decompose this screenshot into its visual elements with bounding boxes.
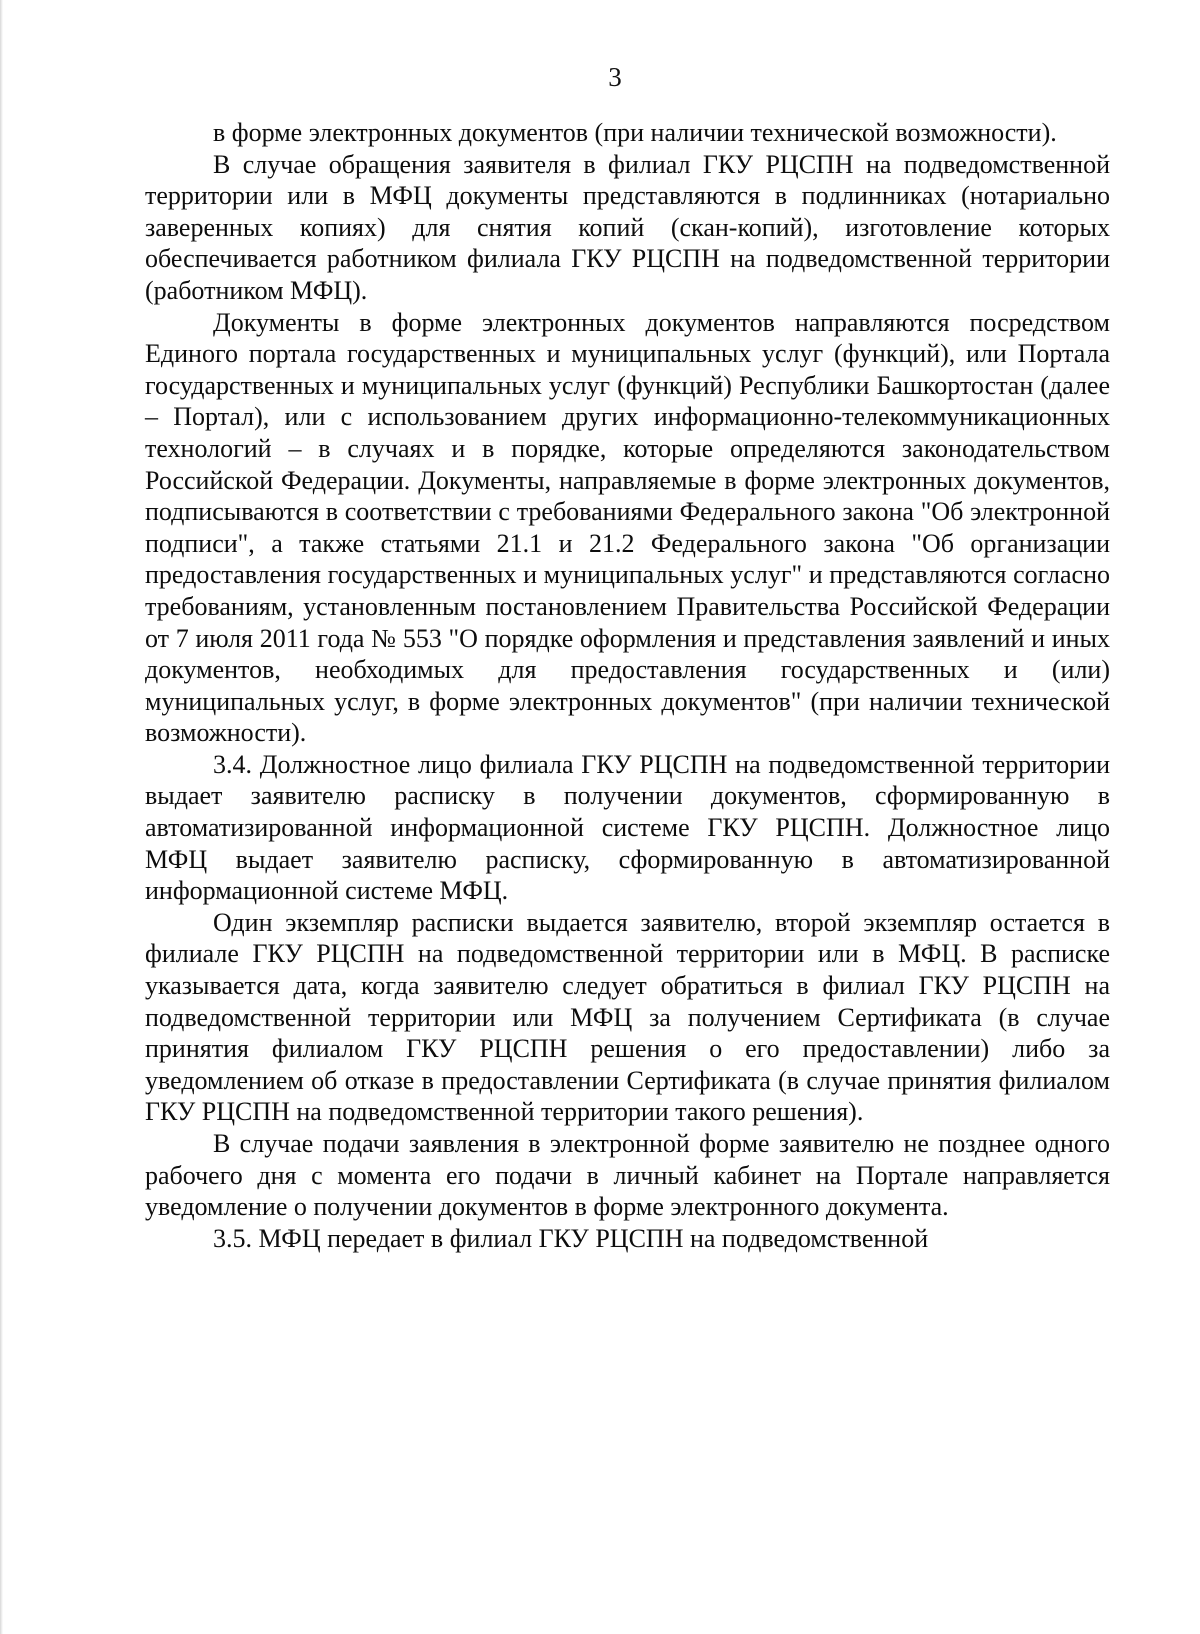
scan-edge	[0, 0, 3, 1634]
paragraph-electronic-documents: Документы в форме электронных документов направляются посредством Единого портала государственных и муниципальных услуг (функций), или Портала государственных и муниципальных услуг (функций) Республики Башкортостан (далее – Портал), или с использованием других информационно-телекоммуникационных технологий – в случаях и в порядке, которые определяются законодательством Российской Федерации. Документы, направляемые в форме электронных документов, подписываются в соответствии с требованиями Федерального закона "Об электронной подписи", а также статьями 21.1 и 21.2 Федерального закона "Об организации предоставления государственных и муниципальных услуг" и представляются согласно требованиям, установленным постановлением Правительства Российской Федерации от 7 июля 2011 года № 553 "О порядке оформления и представления заявлений и иных документов, необходимых для предоставления государственных и (или) муниципальных услуг, в форме электронных документов" (при наличии технической возможности).	[145, 307, 1110, 748]
paragraph-receipt-copies: Один экземпляр расписки выдается заявителю, второй экземпляр остается в филиале ГКУ РЦСПН на подведомственной территории или в МФЦ. В расписке указывается дата, когда заявителю следует обратиться в филиал ГКУ РЦСПН на подведомственной территории или МФЦ за получением Сертификата (в случае принятия филиалом ГКУ РЦСПН решения о его предоставлении) либо за уведомлением об отказе в предоставлении Сертификата (в случае принятия филиалом ГКУ РЦСПН на подведомственной территории такого решения).	[145, 907, 1110, 1127]
paragraph-document-submission: В случае обращения заявителя в филиал ГКУ РЦСПН на подведомственной территории или в МФЦ документы представляются в подлинниках (нотариально заверенных копиях) для снятия копий (скан-копий), изготовление которых обеспечивается работником филиала ГКУ РЦСПН на подведомственной территории (работником МФЦ).	[145, 149, 1110, 305]
document-body	[145, 117, 1110, 1254]
paragraph-electronic-notification: В случае подачи заявления в электронной форме заявителю не позднее одного рабочего дня с момента его подачи в личный кабинет на Портале направляется уведомление о получении документов в форме электронного документа.	[145, 1129, 1110, 1222]
paragraph-continuation: в форме электронных документов (при наличии технической возможности).	[213, 118, 1057, 147]
page-number: 3	[608, 62, 622, 92]
paragraph-3-4-receipt: 3.4. Должностное лицо филиала ГКУ РЦСПН на подведомственной территории выдает заявителю расписку в получении документов, сформированную в автоматизированной информационной системе ГКУ РЦСПН. Должностное лицо МФЦ выдает заявителю расписку, сформированную в автоматизированной информационной системе МФЦ.	[145, 749, 1110, 906]
paragraph-3-5-start: 3.5. МФЦ передает в филиал ГКУ РЦСПН на подведомственной	[213, 1223, 929, 1253]
